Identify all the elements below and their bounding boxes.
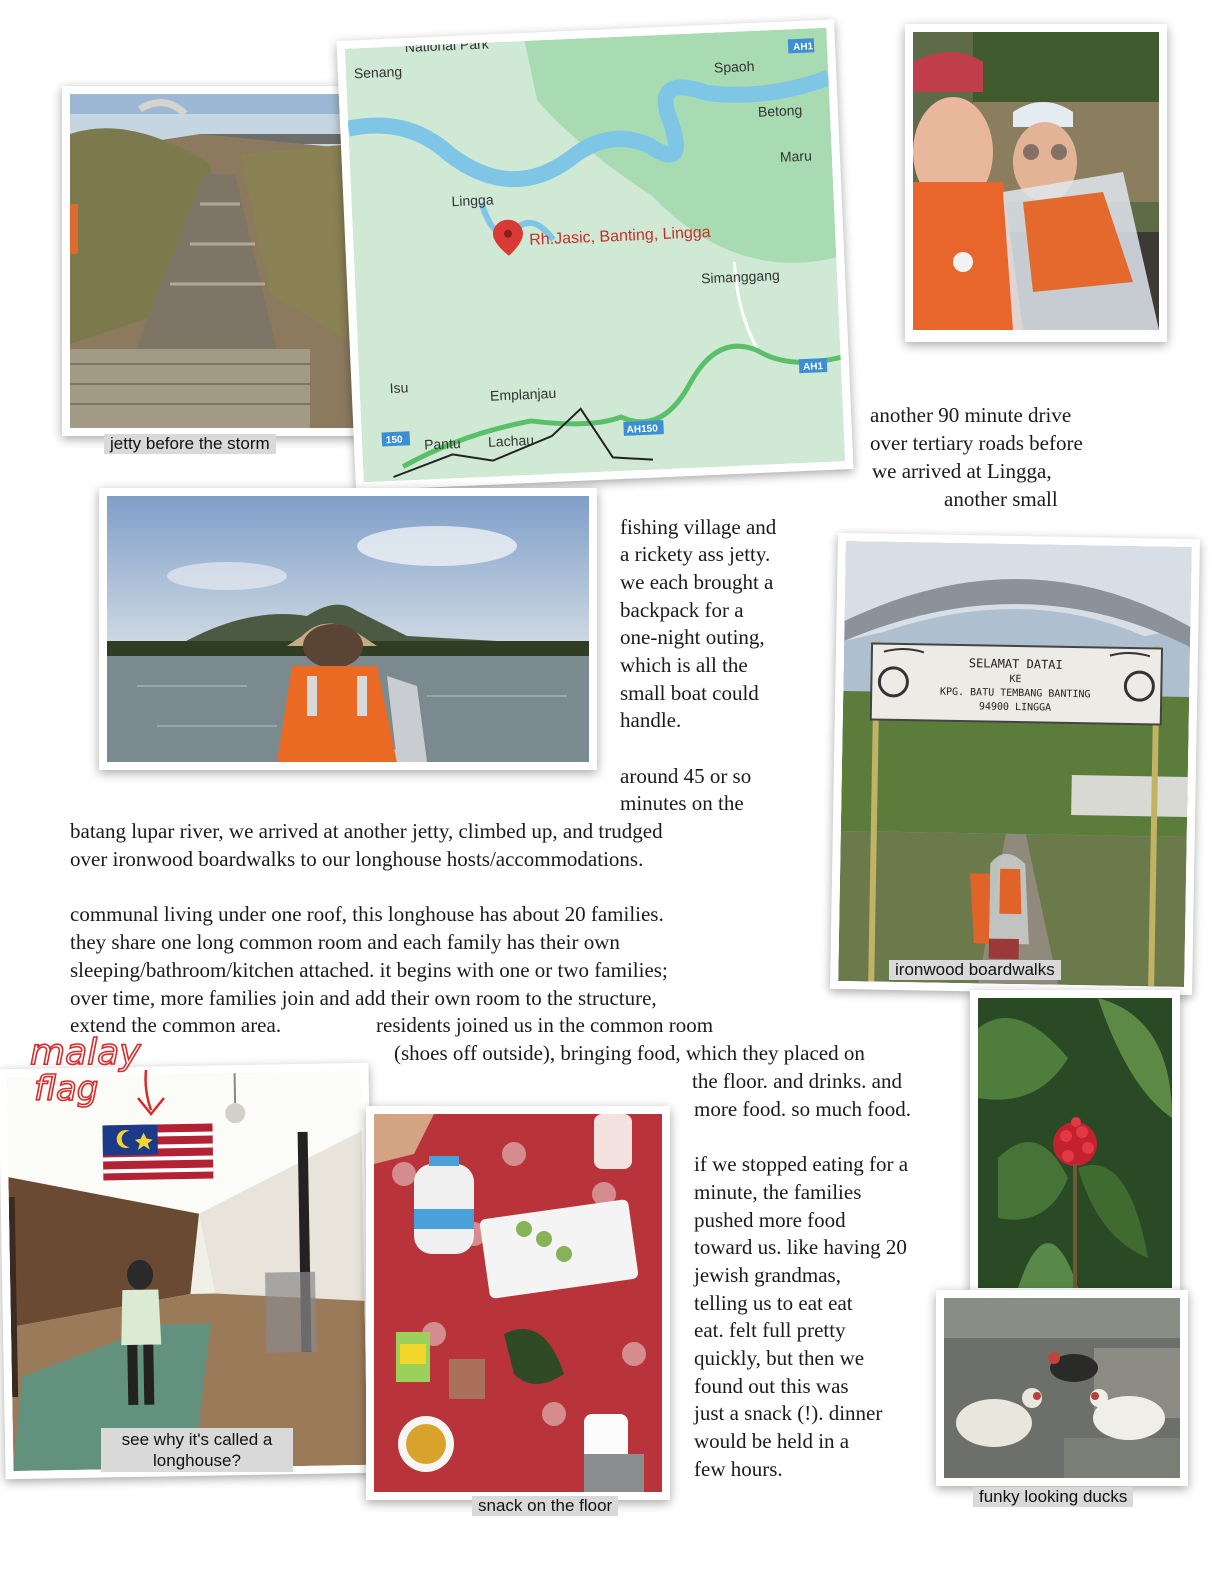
sign-line-4: 94900 LINGGA bbox=[978, 701, 1052, 714]
malay-flag-annotation bbox=[26, 1028, 226, 1118]
story-p3-line-5: extend the common area. bbox=[70, 1013, 282, 1037]
caption-jetty: jetty before the storm bbox=[104, 434, 276, 454]
story-p2-line-1: around 45 or so bbox=[620, 764, 752, 788]
photo-map bbox=[336, 19, 853, 490]
place-simanggang: Simanggang bbox=[700, 266, 781, 287]
story-p3-line-7: (shoes off outside), bringing food, which they placed on bbox=[394, 1041, 865, 1065]
caption-ducks: funky looking ducks bbox=[973, 1487, 1133, 1507]
place-isu: Isu bbox=[389, 379, 409, 397]
story-p2-line-4: over ironwood boardwalks to our longhouse hosts/accommodations. bbox=[70, 847, 644, 871]
story-p3-line-1: communal living under one roof, this longhouse has about 20 families. bbox=[70, 902, 664, 926]
story-p1-line-6: a rickety ass jetty. bbox=[620, 542, 771, 566]
photo-jetty bbox=[62, 86, 362, 436]
story-p4-line-8: quickly, but then we bbox=[694, 1346, 865, 1370]
story-p4-line-4: toward us. like having 20 bbox=[694, 1235, 907, 1259]
road-badge-150: 150 bbox=[385, 434, 403, 447]
story-p1-line-8: backpack for a bbox=[620, 598, 744, 622]
story-p1-line-4: another small bbox=[944, 487, 1058, 511]
story-p1-line-1: another 90 minute drive bbox=[870, 403, 1072, 427]
road-badge-ah1: AH1 bbox=[802, 361, 824, 374]
story-p3-line-9: more food. so much food. bbox=[694, 1097, 911, 1121]
place-pantu: Pantu bbox=[423, 435, 462, 453]
caption-longhouse-line-1: see why it's called a bbox=[121, 1430, 273, 1449]
place-emplanjau: Emplanjau bbox=[489, 384, 557, 404]
place-senang: Senang bbox=[353, 63, 403, 82]
photo-longhouse bbox=[0, 1063, 376, 1479]
story-p4-line-9: found out this was bbox=[694, 1374, 849, 1398]
photo-snack bbox=[366, 1106, 670, 1500]
place-lachau: Lachau bbox=[487, 431, 535, 450]
story-p4-line-12: few hours. bbox=[694, 1457, 783, 1481]
story-p3-line-4: over time, more families join and add their own room to the structure, bbox=[70, 986, 657, 1010]
photo-ducks bbox=[936, 1290, 1188, 1486]
story-p2-line-2: minutes on the bbox=[620, 791, 744, 815]
story-p4-line-3: pushed more food bbox=[694, 1208, 846, 1232]
story-p4-line-2: minute, the families bbox=[694, 1180, 862, 1204]
story-p1-line-7: we each brought a bbox=[620, 570, 774, 594]
story-p1-line-3: we arrived at Lingga, bbox=[872, 459, 1052, 483]
place-lingga: Lingga bbox=[451, 191, 494, 210]
story-p3-line-2: they share one long common room and each family has their own bbox=[70, 930, 620, 954]
sign-line-3: KPG. BATU TEMBANG BANTING bbox=[939, 686, 1091, 701]
place-spaoh: Spaoh bbox=[713, 57, 755, 76]
story-p1-line-10: which is all the bbox=[620, 653, 748, 677]
malay-annotation-word-1: malay bbox=[30, 1032, 141, 1073]
map-pin-label: Rh.Jasic, Banting, Lingga bbox=[528, 223, 711, 249]
road-badge-ah150: AH150 bbox=[626, 423, 659, 436]
story-p3-line-8: the floor. and drinks. and bbox=[692, 1069, 902, 1093]
caption-snack: snack on the floor bbox=[472, 1496, 618, 1516]
story-p3-line-3: sleeping/bathroom/kitchen attached. it begins with one or two families; bbox=[70, 958, 668, 982]
story-p3-line-6: residents joined us in the common room bbox=[376, 1013, 714, 1037]
place-maru: Maru bbox=[779, 147, 813, 165]
story-p1-line-11: small boat could bbox=[620, 681, 759, 705]
story-p2-line-3: batang lupar river, we arrived at another jetty, climbed up, and trudged bbox=[70, 819, 663, 843]
place-national-park: National Park bbox=[404, 35, 490, 56]
story-p4-line-1: if we stopped eating for a bbox=[694, 1152, 909, 1176]
photo-selfie bbox=[905, 24, 1167, 342]
place-betong: Betong bbox=[757, 101, 803, 120]
story-p1-line-12: handle. bbox=[620, 708, 682, 732]
story-p1-line-9: one-night outing, bbox=[620, 625, 765, 649]
caption-boardwalks: ironwood boardwalks bbox=[889, 960, 1061, 980]
story-p4-line-7: eat. felt full pretty bbox=[694, 1318, 846, 1342]
road-badge-ah1-top: AH1 bbox=[792, 41, 814, 54]
story-p4-line-6: telling us to eat eat bbox=[694, 1291, 853, 1315]
caption-longhouse-line-2: longhouse? bbox=[153, 1451, 241, 1470]
photo-flower bbox=[970, 990, 1180, 1296]
story-p4-line-10: just a snack (!). dinner bbox=[694, 1401, 883, 1425]
story-p1-line-5: fishing village and bbox=[620, 515, 777, 539]
photo-boardwalk bbox=[830, 533, 1200, 995]
sign-line-1: SELAMAT DATAI bbox=[968, 656, 1063, 672]
sign-line-2: KE bbox=[1009, 673, 1022, 686]
story-p1-line-2: over tertiary roads before bbox=[870, 431, 1083, 455]
caption-longhouse bbox=[101, 1428, 293, 1472]
story-p4-line-5: jewish grandmas, bbox=[694, 1263, 841, 1287]
story-p4-line-11: would be held in a bbox=[694, 1429, 850, 1453]
malay-annotation-word-2: flag bbox=[34, 1069, 99, 1109]
photo-boat bbox=[99, 488, 597, 770]
